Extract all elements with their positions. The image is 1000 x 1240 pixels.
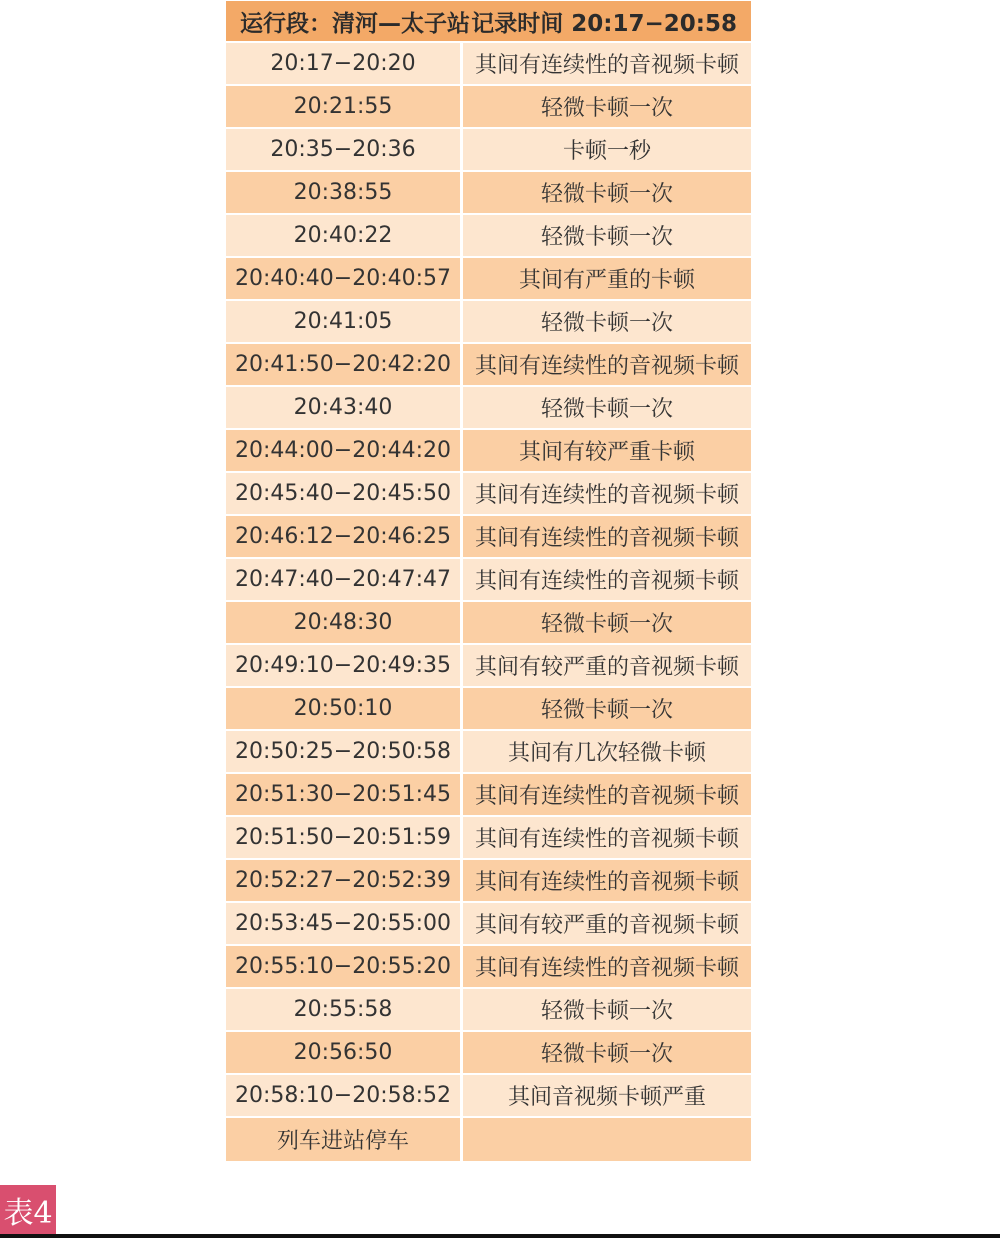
table-row [226, 1032, 751, 1075]
table-row [226, 774, 751, 817]
table-row [226, 86, 751, 129]
time-cell: 20:58:10−20:58:52 [226, 1075, 463, 1116]
time-cell: 20:43:40 [226, 387, 463, 428]
table-row [226, 301, 751, 344]
bottom-rule [0, 1234, 1000, 1238]
description-cell: 其间有连续性的音视频卡顿 [463, 860, 751, 901]
time-cell: 20:41:50−20:42:20 [226, 344, 463, 385]
description-cell [463, 1118, 751, 1161]
table-row [226, 215, 751, 258]
time-cell: 20:40:22 [226, 215, 463, 256]
description-cell: 轻微卡顿一次 [463, 989, 751, 1030]
table-row [226, 43, 751, 86]
table-row [226, 946, 751, 989]
time-cell: 20:53:45−20:55:00 [226, 903, 463, 944]
description-cell: 其间有连续性的音视频卡顿 [463, 516, 751, 557]
table-row [226, 344, 751, 387]
time-cell: 20:50:25−20:50:58 [226, 731, 463, 772]
time-cell: 20:52:27−20:52:39 [226, 860, 463, 901]
time-cell: 20:51:50−20:51:59 [226, 817, 463, 858]
table-row [226, 989, 751, 1032]
table-row [226, 473, 751, 516]
time-cell: 20:56:50 [226, 1032, 463, 1073]
time-cell: 20:49:10−20:49:35 [226, 645, 463, 686]
time-cell: 20:50:10 [226, 688, 463, 729]
description-cell: 其间有严重的卡顿 [463, 258, 751, 299]
time-cell: 20:45:40−20:45:50 [226, 473, 463, 514]
stall-record-table [226, 1, 751, 1161]
table-row [226, 817, 751, 860]
header-segment: 运行段：清河—太子站 [240, 10, 470, 37]
description-cell: 其间有连续性的音视频卡顿 [463, 43, 751, 84]
time-cell: 列车进站停车 [226, 1118, 463, 1161]
table-row [226, 430, 751, 473]
table-header [226, 1, 751, 43]
table-row [226, 602, 751, 645]
table-row [226, 645, 751, 688]
header-record-time: 记录时间 20:17−20:58 [471, 10, 737, 37]
table-row [226, 258, 751, 301]
description-cell: 轻微卡顿一次 [463, 602, 751, 643]
description-cell: 其间有连续性的音视频卡顿 [463, 817, 751, 858]
table-row [226, 860, 751, 903]
table-row [226, 731, 751, 774]
description-cell: 其间有较严重卡顿 [463, 430, 751, 471]
table-body [226, 43, 751, 1161]
time-cell: 20:47:40−20:47:47 [226, 559, 463, 600]
time-cell: 20:38:55 [226, 172, 463, 213]
description-cell: 轻微卡顿一次 [463, 301, 751, 342]
table-row [226, 129, 751, 172]
time-cell: 20:46:12−20:46:25 [226, 516, 463, 557]
description-cell: 其间有几次轻微卡顿 [463, 731, 751, 772]
description-cell: 其间有较严重的音视频卡顿 [463, 903, 751, 944]
description-cell: 轻微卡顿一次 [463, 1032, 751, 1073]
time-cell: 20:55:58 [226, 989, 463, 1030]
time-cell: 20:17−20:20 [226, 43, 463, 84]
description-cell: 卡顿一秒 [463, 129, 751, 170]
description-cell: 其间有连续性的音视频卡顿 [463, 559, 751, 600]
table-row [226, 903, 751, 946]
description-cell: 轻微卡顿一次 [463, 172, 751, 213]
time-cell: 20:55:10−20:55:20 [226, 946, 463, 987]
time-cell: 20:44:00−20:44:20 [226, 430, 463, 471]
description-cell: 其间音视频卡顿严重 [463, 1075, 751, 1116]
description-cell: 轻微卡顿一次 [463, 215, 751, 256]
description-cell: 轻微卡顿一次 [463, 387, 751, 428]
time-cell: 20:41:05 [226, 301, 463, 342]
time-cell: 20:21:55 [226, 86, 463, 127]
time-cell: 20:35−20:36 [226, 129, 463, 170]
description-cell: 其间有连续性的音视频卡顿 [463, 946, 751, 987]
table-row [226, 688, 751, 731]
time-cell: 20:40:40−20:40:57 [226, 258, 463, 299]
time-cell: 20:48:30 [226, 602, 463, 643]
table-caption: 表4 [0, 1185, 56, 1234]
table-row [226, 1075, 751, 1118]
time-cell: 20:51:30−20:51:45 [226, 774, 463, 815]
description-cell: 轻微卡顿一次 [463, 86, 751, 127]
table-row [226, 516, 751, 559]
description-cell: 其间有连续性的音视频卡顿 [463, 774, 751, 815]
table-row [226, 559, 751, 602]
table-row [226, 1118, 751, 1161]
table-row [226, 387, 751, 430]
description-cell: 其间有连续性的音视频卡顿 [463, 473, 751, 514]
description-cell: 轻微卡顿一次 [463, 688, 751, 729]
table-row [226, 172, 751, 215]
description-cell: 其间有较严重的音视频卡顿 [463, 645, 751, 686]
description-cell: 其间有连续性的音视频卡顿 [463, 344, 751, 385]
